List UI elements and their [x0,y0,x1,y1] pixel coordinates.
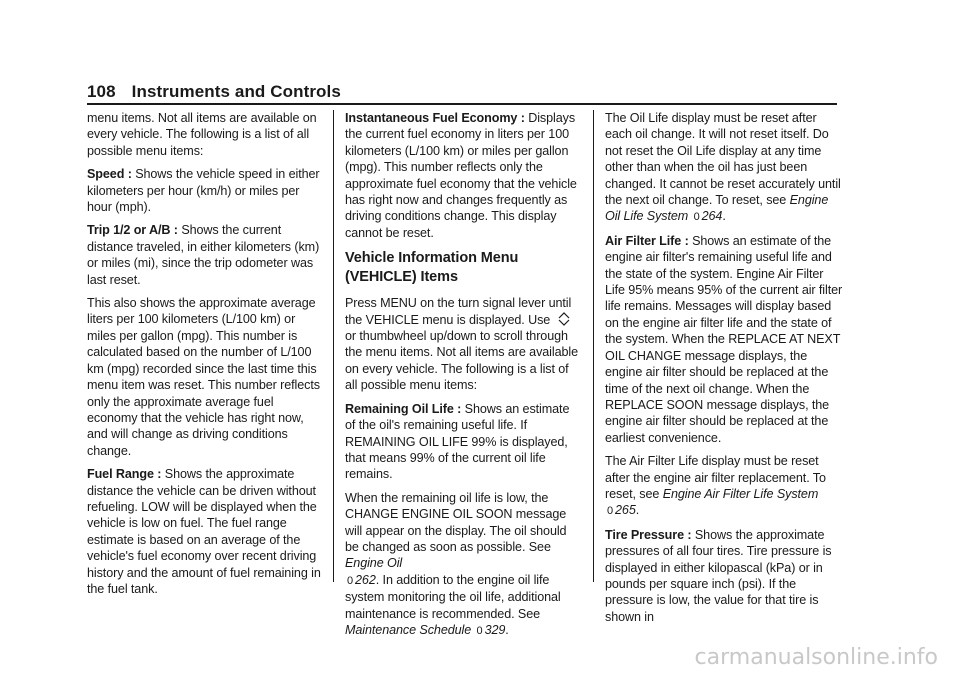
oil-low-text-a: When the remaining oil life is low, the CHANGE ENGINE OIL SOON message will appear on the display. The oil should be changed as soon as possible. See [345,490,567,554]
fuel-range-term: Fuel Range : [87,467,165,482]
fuel-range-item [87,466,325,597]
page-ref-arrow-icon: 0 [693,211,700,224]
column-1 [87,110,325,604]
speed-text: Shows the vehicle speed in either kilometers per hour (km/h) or miles per hour (mph). [87,167,320,215]
instant-fuel-item [345,110,583,241]
maintenance-schedule-link[interactable]: Maintenance Schedule [345,622,472,637]
page-ref-arrow-icon: 0 [476,624,483,637]
speed-item [87,166,325,215]
instant-fuel-text: Displays the current fuel economy in liters per 100 kilometers (L/100 km) or miles per gallon (mpg). This number reflects only the approximate fuel economy that the vehicle has right now and changes frequently as driving conditions change. This display cannot be reset. [345,111,577,240]
tire-pressure-text: Shows the approximate pressures of all four tires. Tire pressure is displayed in either kilopascal (kPa) or in pounds per square inch (psi). If the pressure is low, the value for that tire is shown in [605,527,832,624]
oil-life-term: Remaining Oil Life : [345,401,465,416]
oil-low-paragraph [345,490,583,640]
trip-item [87,222,325,288]
engine-oil-page[interactable]: 262 [355,572,376,587]
watermark: carmanualsonline.info [694,645,938,670]
oil-low-text-b: . In addition to the engine oil life system monitoring the oil life, additional maintenance is recommended. See [345,572,561,621]
intro-paragraph: menu items. Not all items are available on every vehicle. The following is a list of all possible menu items: [87,111,317,158]
page-header [87,82,341,102]
press-menu-paragraph [345,295,583,393]
press-text-a: Press MENU on the turn signal lever until the VEHICLE menu is displayed. Use [345,296,572,327]
section-heading: Vehicle Information Menu (VEHICLE) Items [345,250,519,286]
column-2 [345,110,583,646]
speed-term: Speed : [87,167,136,182]
air-filter-term: Air Filter Life : [605,233,693,248]
instant-fuel-term: Instantaneous Fuel Economy : [345,111,529,125]
column-3 [605,110,843,632]
oil-life-item [345,401,583,483]
period: . [505,622,509,637]
tire-pressure-term: Tire Pressure : [605,527,695,542]
up-down-chevron-icon [556,312,572,326]
header-rule [87,103,837,105]
page-ref-arrow-icon: 0 [347,574,354,587]
air-reset-text: The Air Filter Life display must be reset after the engine air filter replacement. To reset, see [605,454,826,501]
oil-reset-text: The Oil Life display must be reset after each oil change. It will not reset itself. Do not reset the Oil Life display at any time other than when the oil has just been changed. It cannot be reset accurately until the next oil change. To reset, see [605,111,841,208]
page-number: 108 [87,82,116,101]
air-filter-item [605,233,843,446]
page-ref-arrow-icon: 0 [607,505,614,518]
oil-life-text: Shows an estimate of the oil's remaining useful life. If REMAINING OIL LIFE 99% is displayed, that means 99% of the current oil life remains. [345,401,570,482]
air-filter-text: Shows an estimate of the engine air filter's remaining useful life and the state of the system. Engine Air Filter Life 95% means 95% of the current air filter life remains. Messages will display based on the engine air filter life and the state of the system. When the REPLACE AT NEXT OIL CHANGE message displays, the engine air filter should be replaced at the time of the next oil change. When the REPLACE SOON message displays, the engine air filter should be replaced at the earliest convenience. [605,233,843,445]
trip-text: Shows the current distance traveled, in either kilometers (km) or miles (mi), since the trip odometer was last reset. [87,223,320,287]
period: . [635,503,640,518]
tire-pressure-item [605,527,843,625]
air-filter-system-link[interactable]: Engine Air Filter Life System [662,486,819,501]
air-filter-reset-paragraph [605,453,843,520]
page-title: Instruments and Controls [131,82,341,101]
maintenance-schedule-page[interactable]: 329 [484,622,506,637]
column-divider-2 [593,110,594,582]
period: . [722,209,726,224]
fuel-range-text: Shows the approximate distance the vehicle can be driven without refueling. LOW will be displayed when the vehicle is low on fuel. The fuel range estimate is based on an average of the vehicle's fuel economy over recent driving history and the amount of fuel remaining in the fuel tank. [87,467,321,596]
oil-life-system-page[interactable]: 264 [701,209,723,224]
column-divider-1 [333,110,334,582]
engine-oil-link[interactable]: Engine Oil [345,556,403,571]
trip-term: Trip 1/2 or A/B : [87,223,182,238]
oil-life-system-link[interactable]: Engine Oil Life System [605,193,829,224]
air-filter-system-page[interactable]: 265 [615,503,636,518]
oil-reset-paragraph [605,110,843,226]
trip-paragraph-2: This also shows the approximate average liters per 100 kilometers (L/100 km) or miles per gallon (mpg). This number is calculated based on the number of L/100 km (mpg) recorded since the last time this menu item was reset. This number reflects only the approximate average fuel economy that the vehicle has right now, and will change as driving conditions change. [87,296,320,458]
press-text-b: or thumbwheel up/down to scroll through the menu items. Not all items are available on every vehicle. The following is a list of all possible menu items: [345,329,578,393]
